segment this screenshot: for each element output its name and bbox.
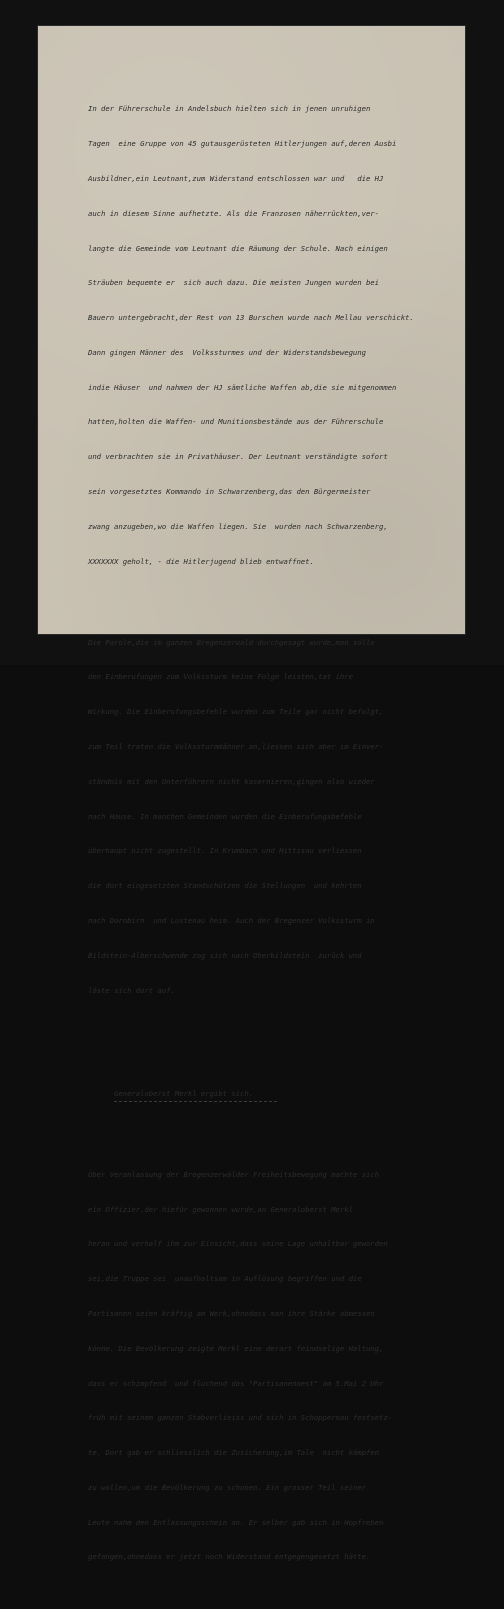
text-line: zum Teil traten die Volkssturmmänner an,liessen sich aber im Einver-: [88, 742, 384, 752]
text-line: sei,die Truppe sei unaufhaltsam in Auflösung begriffen und die: [88, 1274, 362, 1284]
text-line: In der Führerschule in Andelsbuch hielten sich in jenen unruhigen: [88, 104, 371, 114]
text-line: nach Dornbirn und Lustenau heim. Auch der Bregenzer Volkssturm in: [88, 915, 375, 925]
text-line: indie Häuser und nahmen der HJ sämtliche Waffen ab,die sie mitgenommen: [88, 382, 397, 392]
section-gap: [88, 1111, 462, 1122]
text-line: den Einberufungen zum Volkssturm keine Folge leisten,tat ihre: [88, 672, 353, 682]
text-line: zwang anzugeben,wo die Waffen liegen. Sie wurden nach Schwarzenberg,: [88, 521, 388, 531]
typewritten-page: [38, 26, 465, 1562]
text-line: die dort eingesetzten Standschützen die Stellungen und kehrten: [88, 881, 362, 891]
text-line: nach Hause. In manchen Gemeinden wurden die Einberufungsbefehle: [88, 811, 362, 821]
paragraph-fuhrerschule: [88, 80, 462, 590]
document-body: [88, 57, 462, 1609]
text-line: Sträuben bequemte er sich auch dazu. Die meisten Jungen wurden bei: [88, 278, 379, 288]
text-line: Partisanen seien kräftig am Werk,ohnedass man ihre Stärke abmessen: [88, 1308, 375, 1318]
text-line: ständnis mit den Unterführern nicht kasernieren,gingen also wieder: [88, 776, 375, 786]
text-line: früh mit seinem ganzen Stabverlieiss und sich in Schoppernau festsetz-: [88, 1413, 393, 1423]
text-line: Bildstein-Alberschwende zog sich nach Oberbildstein zurück und: [88, 950, 362, 960]
section-heading: Generaloberst Merkl ergibt sich.: [114, 1088, 277, 1102]
text-line: löste sich dort auf.: [88, 985, 175, 995]
text-line: Tagen eine Gruppe von 45 gutausgerüsteten Hitlerjungen auf,deren Ausbi: [88, 139, 397, 149]
text-line: Die Parole,die im ganzen Bregenzerwald durchgesagt wurde,man solle: [88, 637, 375, 647]
text-line: heran und verhalf ihm zur Einsicht,dass seine Lage unhaltbar geworden: [88, 1239, 388, 1249]
text-line: und verbrachten sie in Privathäuser. Der Leutnant verständigte sofort: [88, 452, 388, 462]
text-line: Über Veranlassung der Bregenzerwälder Freiheitsbewegung machte sich: [88, 1169, 379, 1179]
text-line: Ausbildner,ein Leutnant,zum Widerstand entschlossen war und die HJ: [88, 173, 384, 183]
text-line: auch in diesem Sinne aufhetzte. Als die Franzosen näherrückten,ver-: [88, 208, 379, 218]
text-line: zu wollen,um die Bevölkerung zu schonen. Ein grosser Teil seiner: [88, 1482, 366, 1492]
text-line: XXXXXXX geholt, - die Hitlerjugend blieb entwaffnet.: [88, 556, 314, 566]
text-line: te. Dort gab er schliesslich die Zusicherung,im Tale nicht kämpfen: [88, 1448, 379, 1458]
paragraph-parole: [88, 614, 462, 1020]
text-line: ein Offizier,der hiefür gewonnen wurde,an Generaloberst Merkl: [88, 1204, 353, 1214]
text-line: Wirkung. Die Einberufungsbefehle wurden zum Teile gar nicht befolgt,: [88, 707, 384, 717]
text-line: Dann gingen Männer des Volkssturmes und der Widerstandsbewegung: [88, 347, 366, 357]
text-line: gefangen,ohnedass er jetzt noch Widerstand entgegengesetzt hätte.: [88, 1552, 371, 1562]
paragraph-merkl: [88, 1146, 462, 1587]
section-heading-row: [88, 1077, 462, 1099]
text-line: dass er schimpfend und fluchend das "Partisanennest" am 5.Mai 2 Uhr: [88, 1378, 384, 1388]
text-line: langte die Gemeinde vom Leutnant die Räumung der Schule. Nach einigen: [88, 243, 388, 253]
text-line: Leute nahm den Entlassungsschein an. Er selber gab sich in Hopfreben: [88, 1517, 384, 1527]
section-gap: [88, 1042, 462, 1053]
text-line: sein vorgesetztes Kommando in Schwarzenberg,das den Bürgermeister: [88, 486, 371, 496]
text-line: Bauern untergebracht,der Rest von 13 Burschen wurde nach Mellau verschickt.: [88, 313, 414, 323]
text-line: überhaupt nicht zugestellt. In Krumbach und Hittisau verliessen: [88, 846, 362, 856]
text-line: hatten,holten die Waffen- und Munitionsbestände aus der Führerschule: [88, 417, 384, 427]
text-line: könne. Die Bevölkerung zeigte Merkl eine derart feindselige Haltung,: [88, 1343, 384, 1353]
